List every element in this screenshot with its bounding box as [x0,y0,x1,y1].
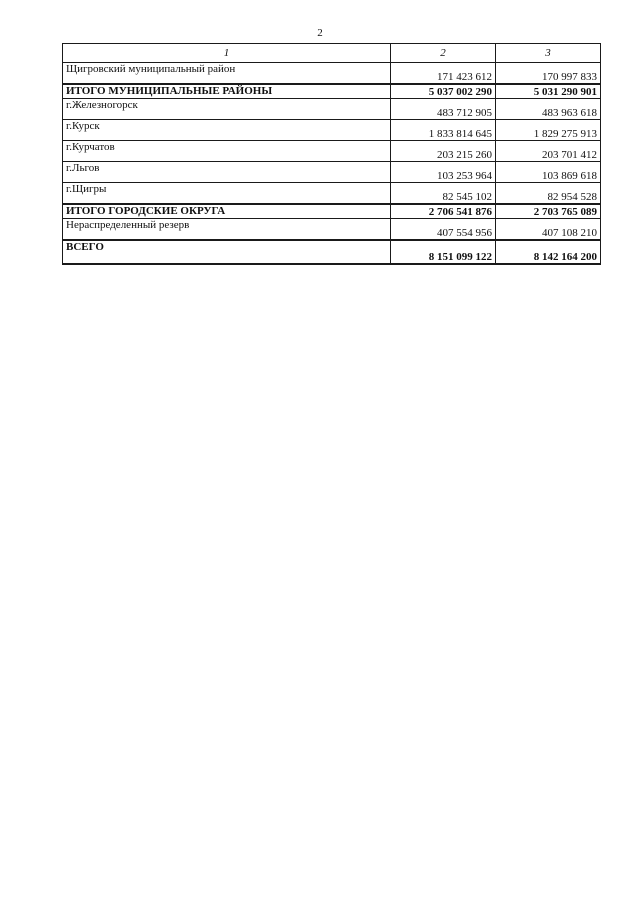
table-row [63,219,601,241]
row-name: г.Щигры [63,183,391,205]
row-value-2: 407 554 956 [391,219,496,241]
row-name: Нераспределенный резерв [63,219,391,241]
budget-table [62,43,601,265]
column-header-2: 2 [391,44,496,63]
row-name: г.Курск [63,120,391,141]
row-name: г.Курчатов [63,141,391,162]
row-value-2: 82 545 102 [391,183,496,205]
table-row [63,63,601,85]
column-header-3: 3 [496,44,601,63]
row-name: г.Железногорск [63,99,391,120]
table-row-total-urban [63,204,601,219]
row-name: ВСЕГО [63,240,391,264]
row-value-3: 5 031 290 901 [496,84,601,99]
row-value-3: 103 869 618 [496,162,601,183]
row-value-3: 1 829 275 913 [496,120,601,141]
table-row [63,120,601,141]
table-row [63,162,601,183]
table-row [63,183,601,205]
column-header-1: 1 [63,44,391,63]
row-value-3: 203 701 412 [496,141,601,162]
row-value-2: 483 712 905 [391,99,496,120]
row-name: г.Льгов [63,162,391,183]
row-value-3: 407 108 210 [496,219,601,241]
row-value-3: 2 703 765 089 [496,204,601,219]
page-number: 2 [317,27,323,39]
row-value-2: 103 253 964 [391,162,496,183]
row-value-2: 2 706 541 876 [391,204,496,219]
table-row [63,99,601,120]
row-value-2: 5 037 002 290 [391,84,496,99]
row-name: ИТОГО МУНИЦИПАЛЬНЫЕ РАЙОНЫ [63,84,391,99]
table-header-row [63,44,601,63]
row-value-2: 8 151 099 122 [391,240,496,264]
row-value-3: 8 142 164 200 [496,240,601,264]
row-value-3: 483 963 618 [496,99,601,120]
table-row [63,141,601,162]
row-name: ИТОГО ГОРОДСКИЕ ОКРУГА [63,204,391,219]
row-value-3: 170 997 833 [496,63,601,85]
table-row-grand-total [63,240,601,264]
table-row-total-districts [63,84,601,99]
row-value-3: 82 954 528 [496,183,601,205]
row-value-2: 203 215 260 [391,141,496,162]
row-name: Щигровский муниципальный район [63,63,391,85]
row-value-2: 1 833 814 645 [391,120,496,141]
row-value-2: 171 423 612 [391,63,496,85]
